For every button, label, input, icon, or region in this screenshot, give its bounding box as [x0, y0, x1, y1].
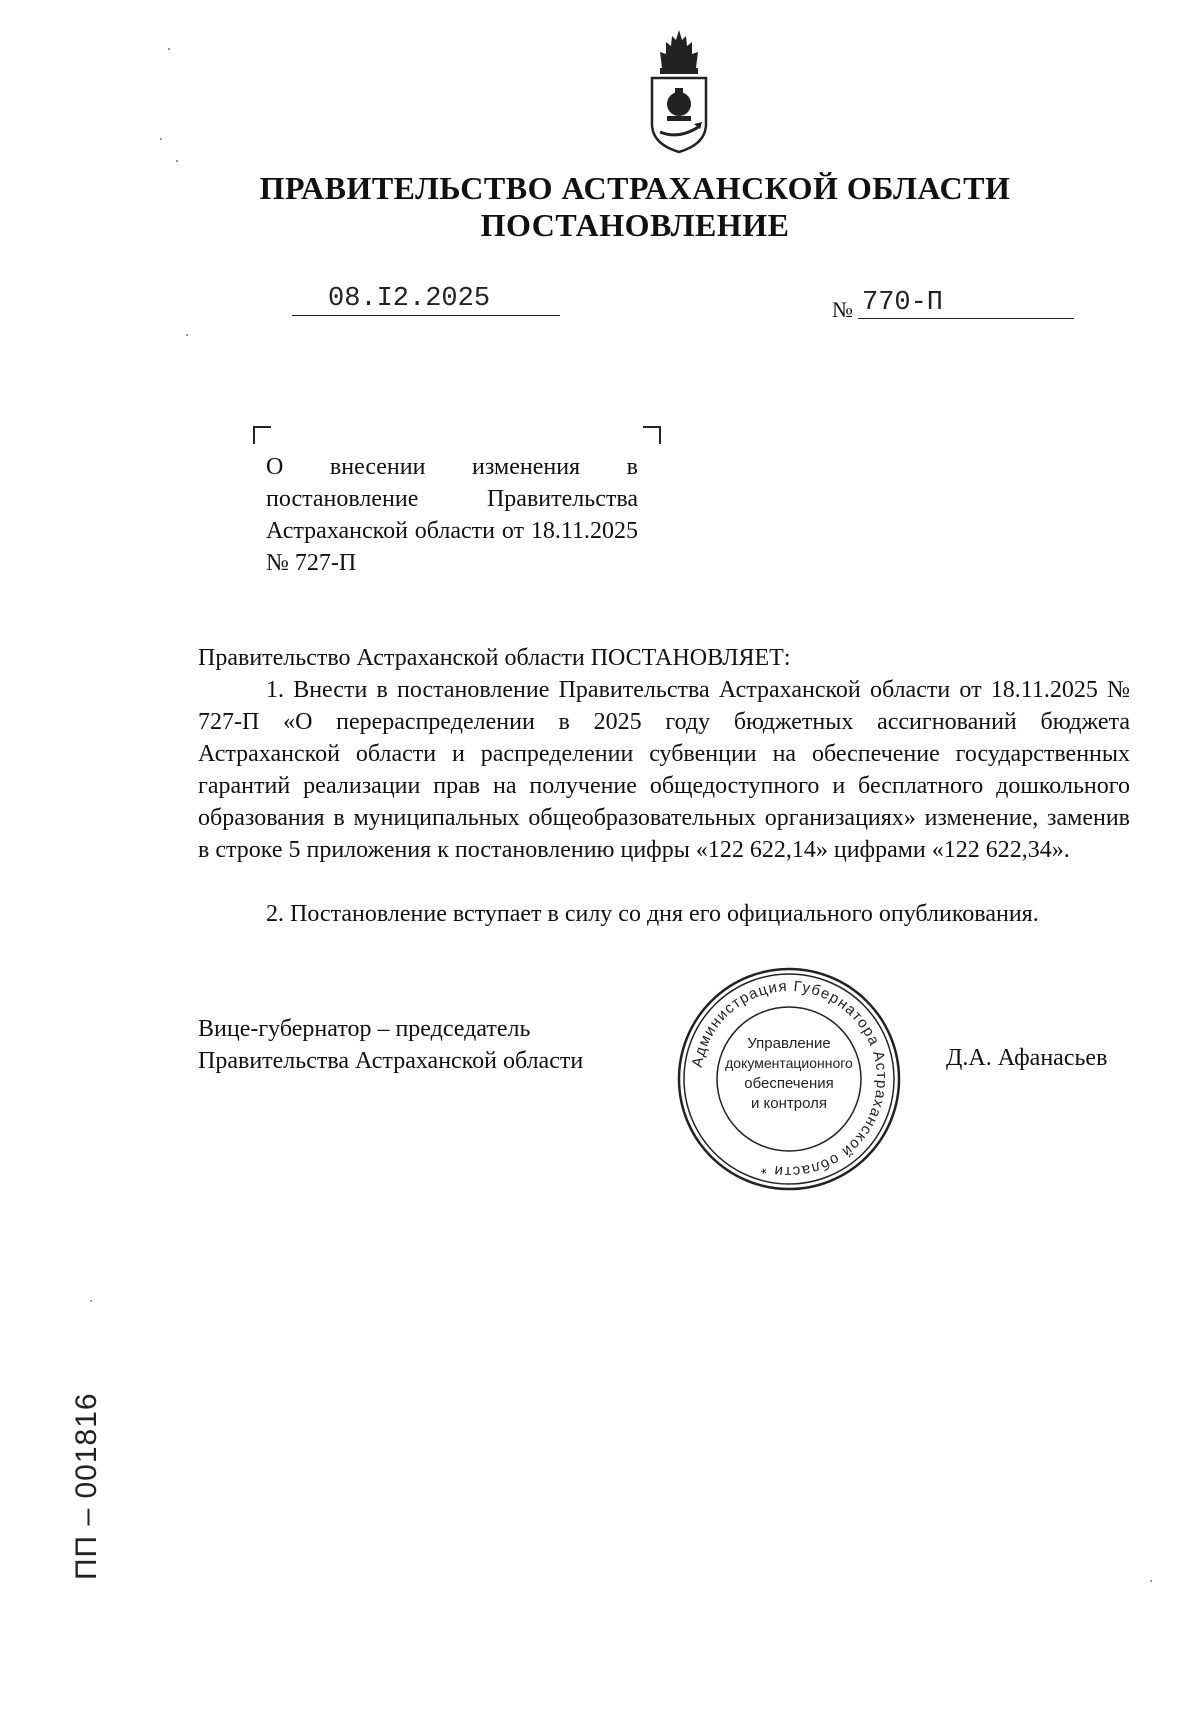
scan-speck — [168, 48, 170, 50]
subject-bracket-right — [643, 426, 661, 444]
decree-paragraph-2: 2. Постановление вступает в силу со дня его официального опубликования. — [266, 901, 1039, 927]
signatory-name: Д.А. Афанасьев — [946, 1045, 1108, 1071]
seal-inner-line-2: документационного — [725, 1055, 853, 1071]
document-type-title: ПОСТАНОВЛЕНИЕ — [480, 207, 790, 243]
scan-speck — [176, 160, 178, 162]
scan-speck — [160, 138, 162, 140]
scan-speck — [1150, 1580, 1152, 1582]
form-number-text: ПП – 001816 — [70, 1392, 103, 1580]
subject-bracket-left — [253, 426, 271, 444]
decree-subject: О внесении изменения в постановление Правительства Астраханской области от 18.11.2025 № 727-П — [266, 454, 638, 576]
seal-inner-line-4: и контроля — [750, 1095, 828, 1112]
scan-speck — [90, 1300, 92, 1302]
signatory-position-line-2: Правительства Астраханской области — [198, 1048, 584, 1074]
signatory-position-line-1: Вице-губернатор – председатель — [198, 1016, 531, 1042]
decree-intro: Правительство Астраханской области ПОСТАНОВЛЯЕТ: — [198, 645, 791, 671]
coat-of-arms-emblem — [646, 28, 712, 160]
seal-outer-text: Администрация Губернатора Астраханской области * — [688, 977, 891, 1181]
signatory-position — [198, 1013, 583, 1077]
seal-inner-line-3: обеспечения — [744, 1075, 834, 1092]
decree-date: 08.I2.2025 — [328, 284, 491, 314]
decree-paragraph-1: 1. Внести в постановление Правительства Астраханской области от 18.11.2025 № 727-П «О перераспределении в 2025 году бюджетных ассигнований бюджета Астраханской области и распределении субвенции на обеспечение государственных гарантий реализации прав на получение общедоступного и бесплатного дошкольного образования в муниципальных общеобразовательных организациях» изменение, заменив в строке 5 приложения к постановлению цифры «122 622,14» цифрами «122 622,34». — [198, 677, 1130, 863]
seal-inner-line-1: Управление — [747, 1035, 831, 1052]
scan-speck — [186, 334, 188, 336]
organization-title: ПРАВИТЕЛЬСТВО АСТРАХАНСКОЙ ОБЛАСТИ — [259, 170, 1011, 206]
number-underline — [858, 318, 1074, 319]
decree-number: 770-П — [862, 288, 944, 318]
date-underline — [292, 315, 560, 316]
number-sign: № — [832, 297, 853, 322]
official-seal — [676, 966, 902, 1192]
